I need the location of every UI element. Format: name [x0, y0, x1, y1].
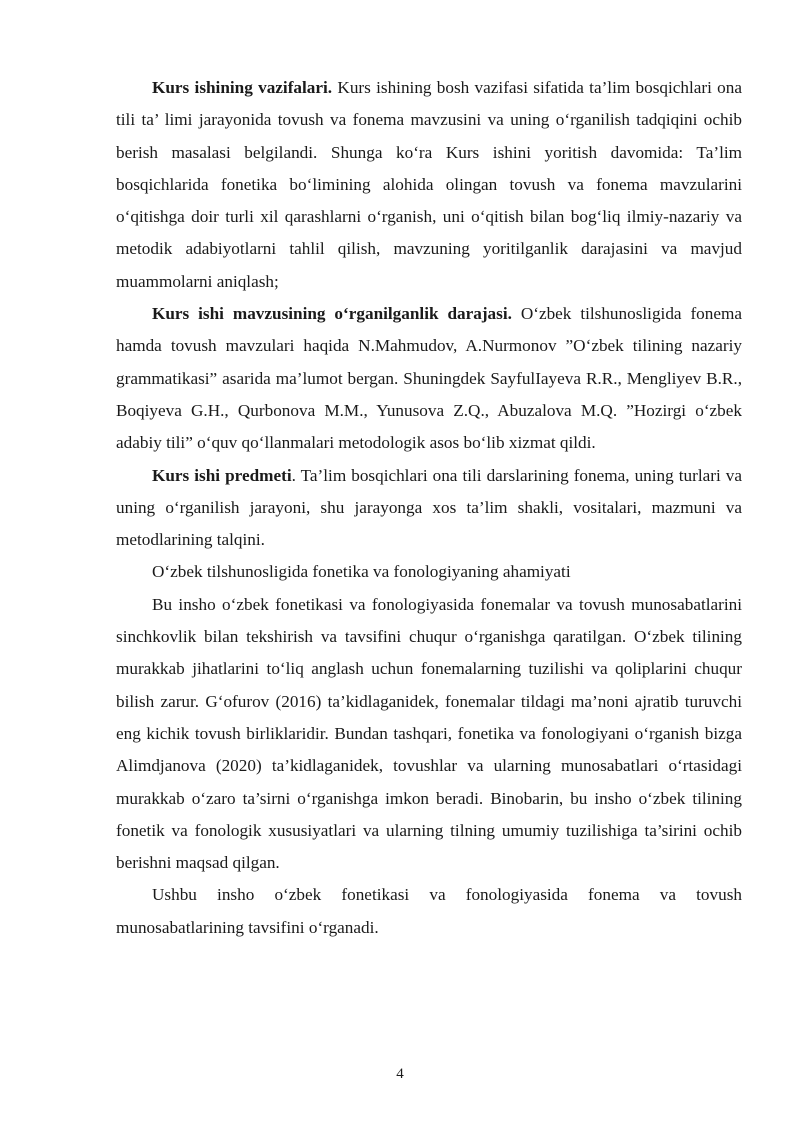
- paragraph-subject: [116, 460, 742, 557]
- paragraph-essay-scope: [116, 879, 742, 944]
- paragraph-essay-intro-text: Bu insho o‘zbek fonetikasi va fonologiyasida fonemalar va tovush munosabatlarini sinchkovlik bilan tekshirish va tavsifini chuqur o‘rganishga qaratilgan. O‘zbek tilining murakkab jihatlarini to‘liq anglash uchun fonemalarning tuzilishi va qoliplarini chuqur bilish zarur. G‘ofurov (2016) ta’kidlaganidek, fonemalar tildagi ma’noni ajratib turuvchi eng kichik tovush birliklaridir. Bundan tashqari, fonetika va fonologiyani o‘rganish bizga Alimdjanova (2020) ta’kidlaganidek, tovushlar va ularning munosabatlari o‘rtasidagi murakkab o‘zaro ta’sirni o‘rganishga imkon beradi. Binobarin, bu insho o‘zbek tilining fonetik va fonologik xususiyatlari va ularning tilning umumiy tuzilishiga ta’sirini ochib berishni maqsad qilgan.: [116, 594, 742, 873]
- paragraph-subject-text: . Ta’lim bosqichlari ona tili darslarining fonema, uning turlari va uning o‘rganilish jarayoni, shu jarayonga xos ta’lim shakli, vositalari, mazmuni va metodlarining talqini.: [116, 465, 742, 550]
- page-number: 4: [396, 1066, 404, 1082]
- section-title-text: O‘zbek tilshunosligida fonetika va fonologiyaning ahamiyati: [152, 562, 571, 582]
- heading-subject: Kurs ishi predmeti: [152, 465, 292, 485]
- section-title: [116, 556, 742, 588]
- paragraph-tasks: [116, 72, 742, 298]
- body-text: [116, 72, 742, 944]
- paragraph-essay-scope-text: Ushbu insho o‘zbek fonetikasi va fonologiyasida fonema va tovush munosabatlarining tavsifini o‘rganadi.: [116, 885, 742, 937]
- paragraph-study-level-text: O‘zbek tilshunosligida fonema hamda tovush mavzulari haqida N.Mahmudov, A.Nurmonov ”O‘zbek tilining nazariy grammatikasi” asarida ma’lumot bergan. Shuningdek SayfulIayeva R.R., Mengliyev B.R., Boqiyeva G.H., Qurbonova M.M., Yunusova Z.Q., Abuzalova M.Q. ”Hozirgi o‘zbek adabiy tili” o‘quv qo‘llanmalari metodologik asos bo‘lib xizmat qildi.: [116, 304, 742, 453]
- paragraph-tasks-text: Kurs ishining bosh vazifasi sifatida ta’lim bosqichlari ona tili ta’ limi jarayonida tovush va fonema mavzusini va uning o‘rganilish tadqiqini ochib berish masalasi belgilandi. Shunga ko‘ra Kurs ishini yoritish davomida: Ta’lim bosqichlarida fonetika bo‘limining alohida olingan tovush va fonema mavzularini o‘qitishga doir turli xil qarashlarni o‘rganish, uni o‘qitish bilan bog‘liq ilmiy-nazariy va metodik adabiyotlarni tahlil qilish, mavzuning yoritilganlik darajasini va mavjud muammolarni aniqlash;: [116, 78, 743, 291]
- heading-tasks: Kurs ishining vazifalari.: [152, 78, 333, 97]
- heading-study-level: Kurs ishi mavzusining o‘rganilganlik darajasi.: [152, 304, 512, 324]
- paragraph-study-level: [116, 298, 742, 459]
- paragraph-essay-intro: [116, 589, 742, 880]
